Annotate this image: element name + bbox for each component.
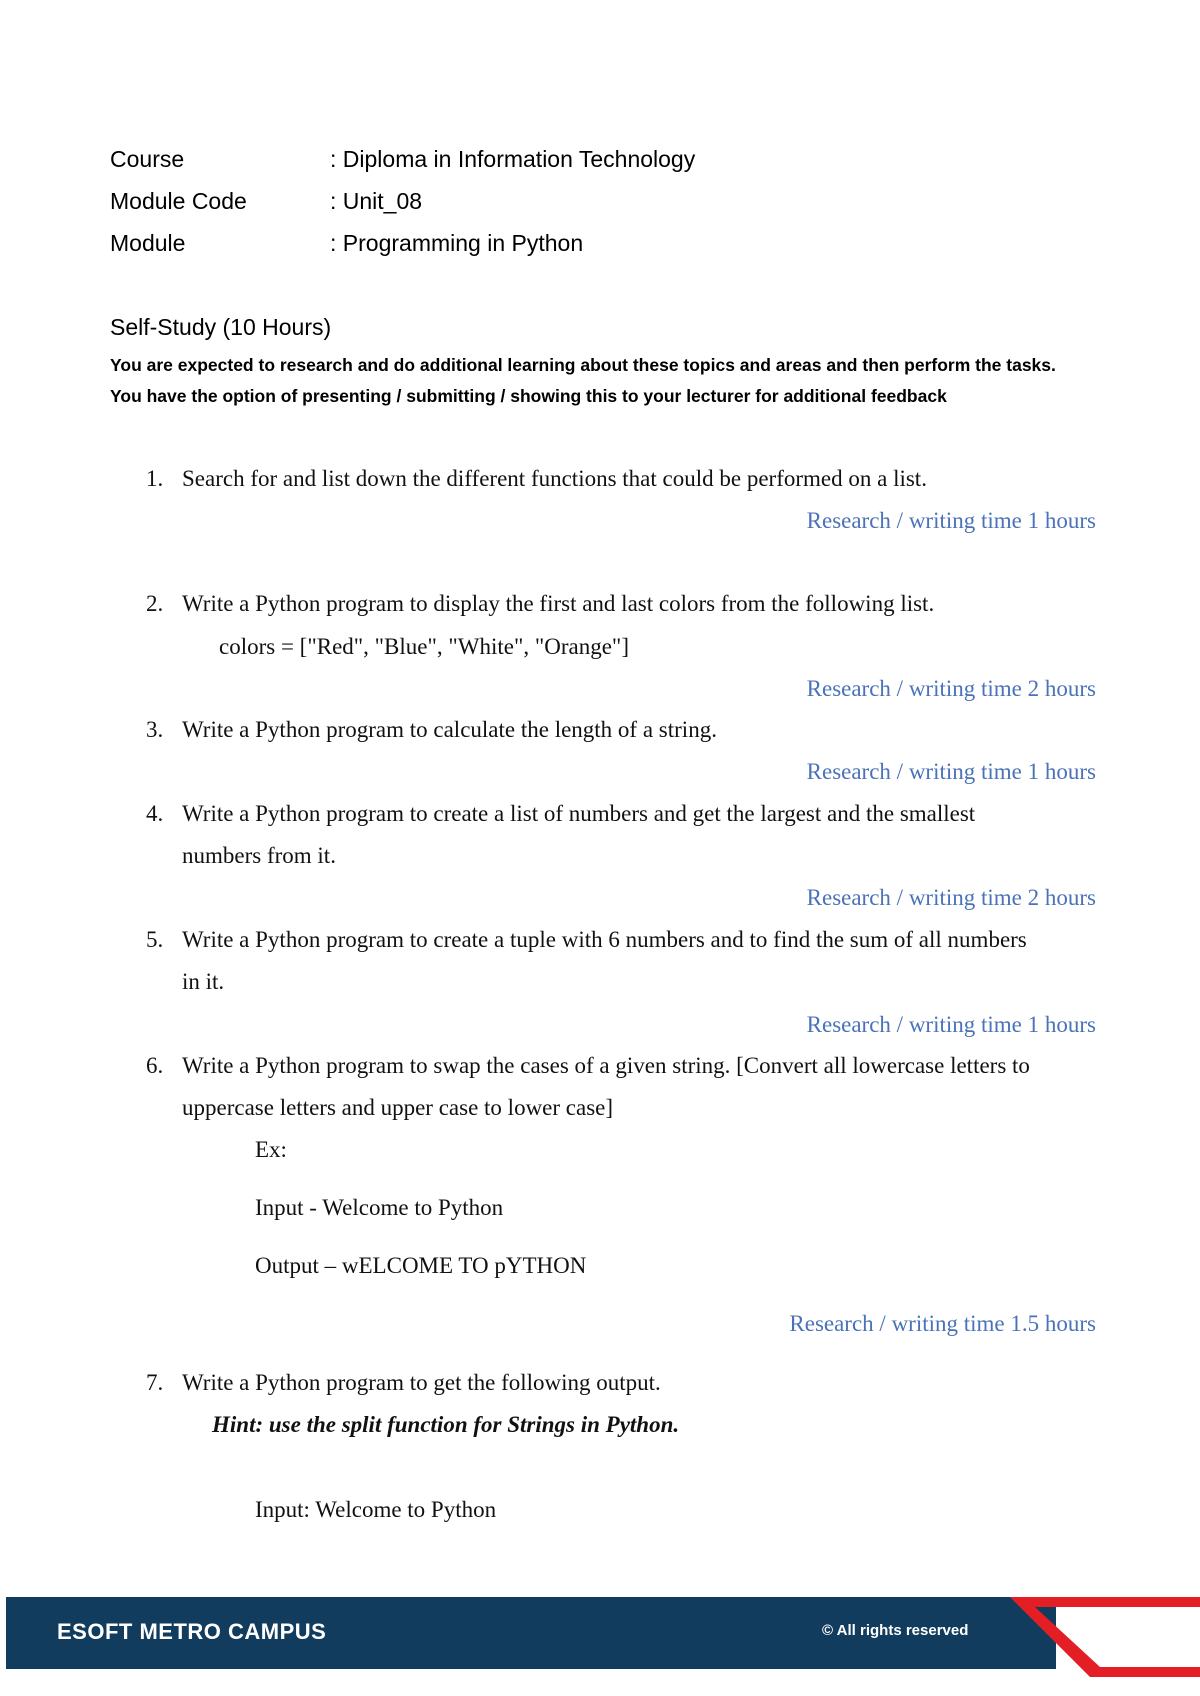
task-6-example-input: Input - Welcome to Python xyxy=(255,1195,504,1220)
task-2-text: Write a Python program to display the first and last colors from the following list. xyxy=(182,591,935,616)
task-4-time: Research / writing time 2 hours xyxy=(806,885,1096,910)
task-7-number: 7. xyxy=(146,1370,164,1395)
course-label: Course xyxy=(110,146,185,172)
logo-red-shape xyxy=(1010,1597,1200,1677)
task-2-number: 2. xyxy=(146,591,164,616)
task-6-time: Research / writing time 1.5 hours xyxy=(789,1311,1096,1336)
task-1-text: Search for and list down the different functions that could be performed on a list. xyxy=(182,466,927,491)
task-3-number: 3. xyxy=(146,717,164,742)
task-4-number: 4. xyxy=(146,801,164,826)
task-1-number: 1. xyxy=(146,466,164,491)
task-6-example-output: Output – wELCOME TO pYTHON xyxy=(255,1253,587,1278)
module-value: : Programming in Python xyxy=(330,230,584,256)
task-7-example-input: Input: Welcome to Python xyxy=(255,1497,497,1522)
module-code-value: : Unit_08 xyxy=(330,188,423,214)
footer-copyright: © All rights reserved xyxy=(822,1622,969,1639)
task-6-text-line-2: uppercase letters and upper case to lower case] xyxy=(182,1095,614,1120)
task-5-time: Research / writing time 1 hours xyxy=(806,1012,1096,1037)
task-1-time: Research / writing time 1 hours xyxy=(806,508,1096,533)
self-study-title: Self-Study (10 Hours) xyxy=(110,314,332,340)
module-label: Module xyxy=(110,230,186,256)
task-6-text-line-1: Write a Python program to swap the cases of a given string. [Convert all lowercase letters to xyxy=(182,1053,1030,1078)
footer-bar xyxy=(6,1597,1056,1669)
task-5-text-line-2: in it. xyxy=(182,969,225,994)
task-4-text-line-1: Write a Python program to create a list of numbers and get the largest and the smallest xyxy=(182,801,976,826)
task-7-hint: Hint: use the split function for Strings in Python. xyxy=(212,1412,680,1437)
task-6-number: 6. xyxy=(146,1053,164,1078)
task-7-text: Write a Python program to get the following output. xyxy=(182,1370,661,1395)
module-code-label: Module Code xyxy=(110,188,247,214)
intro-line-2: You have the option of presenting / submitting / showing this to your lecturer for additional feedback xyxy=(110,386,947,406)
task-5-number: 5. xyxy=(146,927,164,952)
task-4-text-line-2: numbers from it. xyxy=(182,843,336,868)
task-3-time: Research / writing time 1 hours xyxy=(806,759,1096,784)
course-value: : Diploma in Information Technology xyxy=(330,146,696,172)
task-2-code: colors = ["Red", "Blue", "White", "Orange"] xyxy=(219,634,629,659)
esoft-logo-graphic xyxy=(995,1585,1200,1690)
intro-line-1: You are expected to research and do additional learning about these topics and areas and then perform the tasks. xyxy=(110,355,1056,375)
task-3-text: Write a Python program to calculate the length of a string. xyxy=(182,717,717,742)
footer-campus-name: ESOFT METRO CAMPUS xyxy=(57,1619,327,1644)
task-2-time: Research / writing time 2 hours xyxy=(806,676,1096,701)
task-6-example-label: Ex: xyxy=(255,1137,287,1162)
task-5-text-line-1: Write a Python program to create a tuple with 6 numbers and to find the sum of all numbers xyxy=(182,927,1027,952)
